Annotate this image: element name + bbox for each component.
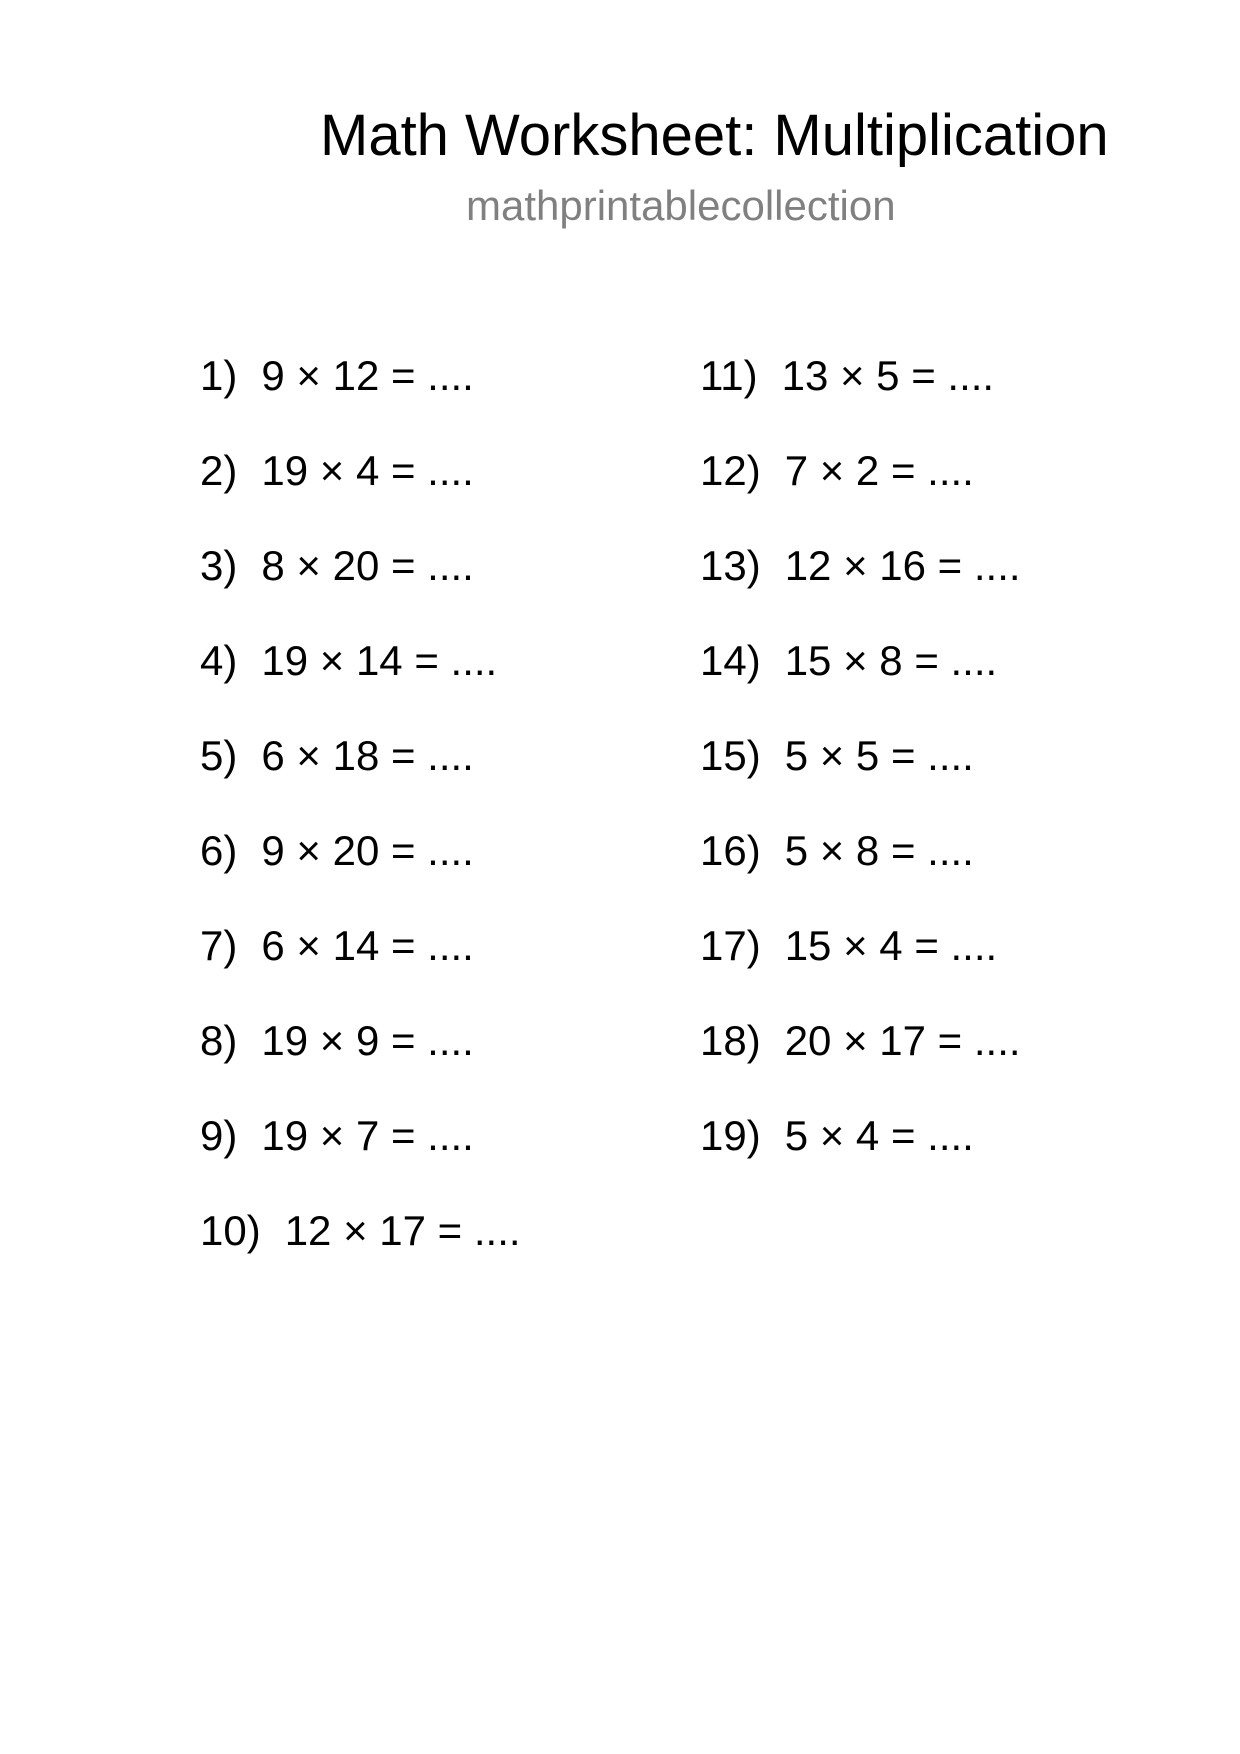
problem-item	[700, 438, 1021, 533]
problem-item	[700, 818, 1021, 913]
problem-list-left	[200, 343, 521, 1293]
problem-item	[700, 1008, 1021, 1103]
problem-number: 4)	[200, 637, 238, 684]
problem-number: 13)	[700, 542, 761, 589]
problem-number: 17)	[700, 922, 761, 969]
problem-expression: 5 × 8 = ....	[784, 827, 974, 874]
problem-expression: 12 × 16 = ....	[784, 542, 1021, 589]
problem-number: 8)	[200, 1017, 238, 1064]
problem-item	[200, 438, 521, 533]
page-subtitle: mathprintablecollection	[466, 182, 896, 229]
problem-number: 10)	[200, 1207, 261, 1254]
problem-number: 15)	[700, 732, 761, 779]
problem-number: 18)	[700, 1017, 761, 1064]
problem-item	[200, 343, 521, 438]
page-title: Math Worksheet: Multiplication	[320, 103, 1109, 168]
problem-number: 11)	[700, 352, 758, 399]
problem-expression: 13 × 5 = ....	[781, 352, 995, 399]
problem-number: 3)	[200, 542, 238, 589]
problem-expression: 9 × 20 = ....	[261, 827, 474, 874]
problem-list-right	[700, 343, 1021, 1198]
problem-number: 16)	[700, 827, 761, 874]
problem-expression: 20 × 17 = ....	[784, 1017, 1021, 1064]
problem-item	[200, 628, 521, 723]
problem-expression: 5 × 4 = ....	[784, 1112, 974, 1159]
problem-number: 2)	[200, 447, 238, 494]
problem-item	[200, 1198, 521, 1293]
problem-expression: 9 × 12 = ....	[261, 352, 474, 399]
problem-expression: 7 × 2 = ....	[784, 447, 974, 494]
problem-expression: 19 × 4 = ....	[261, 447, 474, 494]
problem-expression: 6 × 14 = ....	[261, 922, 474, 969]
problem-expression: 6 × 18 = ....	[261, 732, 474, 779]
problem-number: 6)	[200, 827, 238, 874]
problem-expression: 15 × 4 = ....	[784, 922, 998, 969]
problem-expression: 5 × 5 = ....	[784, 732, 974, 779]
problem-expression: 19 × 14 = ....	[261, 637, 498, 684]
problem-item	[200, 723, 521, 818]
problem-item	[200, 1008, 521, 1103]
problem-number: 9)	[200, 1112, 238, 1159]
problem-expression: 15 × 8 = ....	[784, 637, 998, 684]
problem-number: 7)	[200, 922, 238, 969]
problem-item	[200, 913, 521, 1008]
problem-expression: 19 × 7 = ....	[261, 1112, 474, 1159]
problem-number: 12)	[700, 447, 761, 494]
problem-item	[700, 913, 1021, 1008]
problem-item	[700, 1103, 1021, 1198]
problem-item	[200, 818, 521, 913]
problem-expression: 8 × 20 = ....	[261, 542, 474, 589]
problem-number: 5)	[200, 732, 238, 779]
problem-expression: 12 × 17 = ....	[284, 1207, 521, 1254]
problem-item	[700, 343, 1021, 438]
problem-item	[200, 1103, 521, 1198]
problem-number: 19)	[700, 1112, 761, 1159]
problem-number: 14)	[700, 637, 761, 684]
problem-expression: 19 × 9 = ....	[261, 1017, 474, 1064]
problem-item	[700, 628, 1021, 723]
problem-item	[200, 533, 521, 628]
problem-number: 1)	[200, 352, 238, 399]
problem-item	[700, 723, 1021, 818]
problem-item	[700, 533, 1021, 628]
